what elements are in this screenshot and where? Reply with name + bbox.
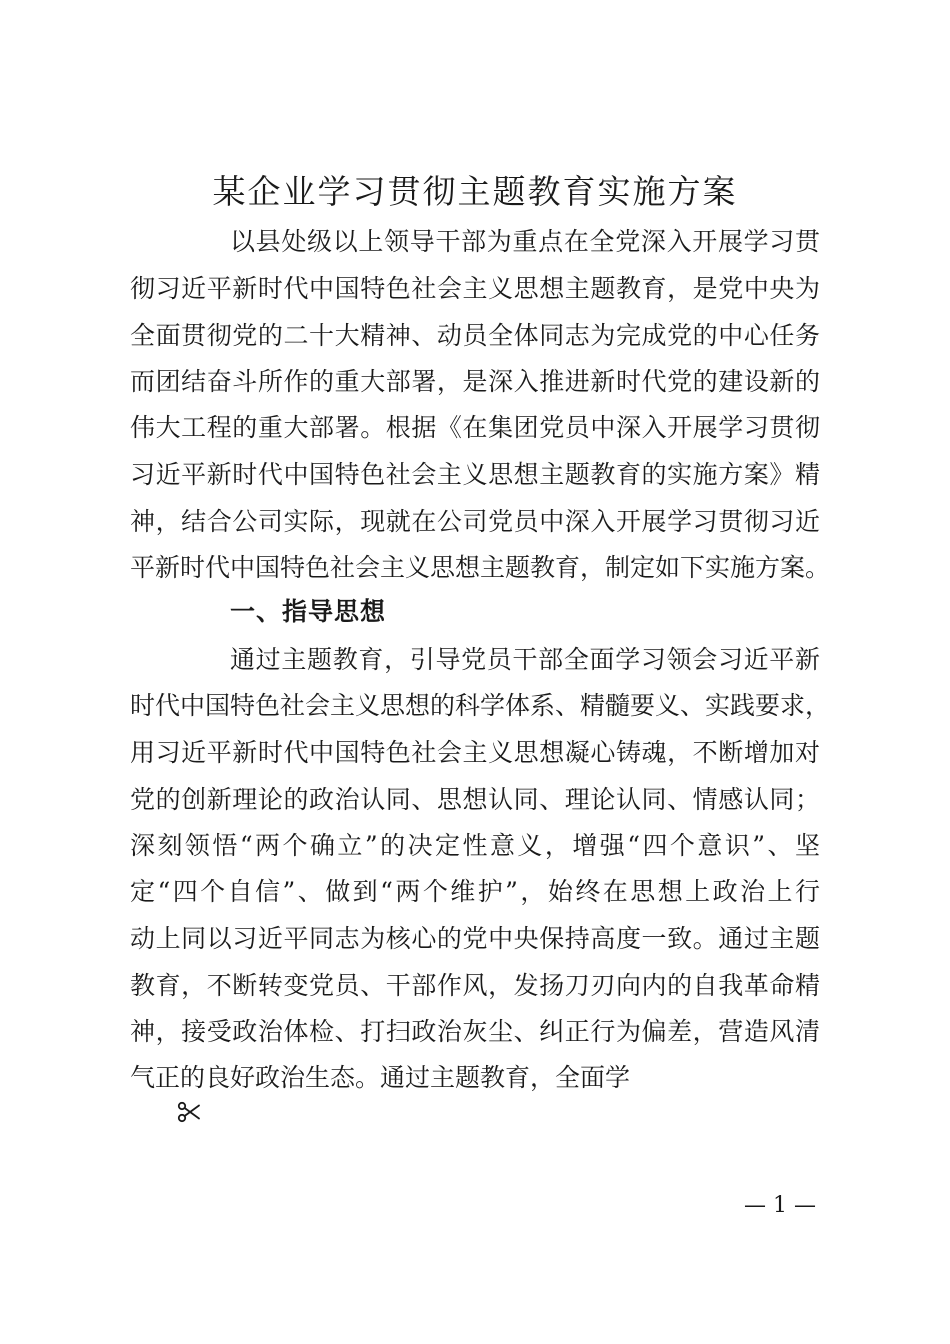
section1-line: 教育，不断转变党员、干部作风，发扬刀刃向内的自我革命精 xyxy=(130,971,820,1000)
intro-line: 习近平新时代中国特色社会主义思想主题教育的实施方案》精 xyxy=(130,460,820,489)
intro-line: 彻习近平新时代中国特色社会主义思想主题教育，是党中央为 xyxy=(130,274,820,303)
section1-line: 党的创新理论的政治认同、思想认同、理论认同、情感认同； xyxy=(130,785,820,814)
section1-line: 神，接受政治体检、打扫政治灰尘、纠正行为偏差，营造风清 xyxy=(130,1017,820,1046)
page-number: — 1 — xyxy=(744,1193,816,1218)
section1-line: 通过主题教育，引导党员干部全面学习领会习近平新 xyxy=(230,645,820,674)
intro-line: 伟大工程的重大部署。根据《在集团党员中深入开展学习贯彻 xyxy=(130,413,820,442)
intro-line: 神，结合公司实际，现就在公司党员中深入开展学习贯彻习近 xyxy=(130,507,820,536)
section1-line: 时代中国特色社会主义思想的科学体系、精髓要义、实践要求， xyxy=(130,691,831,720)
scissors-icon xyxy=(176,1099,202,1125)
intro-line: 以县处级以上领导干部为重点在全党深入开展学习贯 xyxy=(230,227,820,256)
section1-line: 定“四个自信”、做到“两个维护”，始终在思想上政治上行 xyxy=(130,877,820,906)
intro-line: 而团结奋斗所作的重大部署，是深入推进新时代党的建设新的 xyxy=(130,367,820,396)
section1-line: 深刻领悟“两个确立”的决定性意义，增强“四个意识”、坚 xyxy=(130,831,820,860)
document-title: 某企业学习贯彻主题教育实施方案 xyxy=(212,172,738,211)
section1-line: 用习近平新时代中国特色社会主义思想凝心铸魂，不断增加对 xyxy=(130,738,820,767)
section-heading-guiding-ideology: 一、指导思想 xyxy=(230,597,387,626)
intro-line: 平新时代中国特色社会主义思想主题教育，制定如下实施方案。 xyxy=(130,553,831,582)
section1-line: 动上同以习近平同志为核心的党中央保持高度一致。通过主题 xyxy=(130,924,820,953)
intro-line: 全面贯彻党的二十大精神、动员全体同志为完成党的中心任务 xyxy=(130,321,820,350)
section1-line: 气正的良好政治生态。通过主题教育，全面学 xyxy=(130,1063,631,1092)
